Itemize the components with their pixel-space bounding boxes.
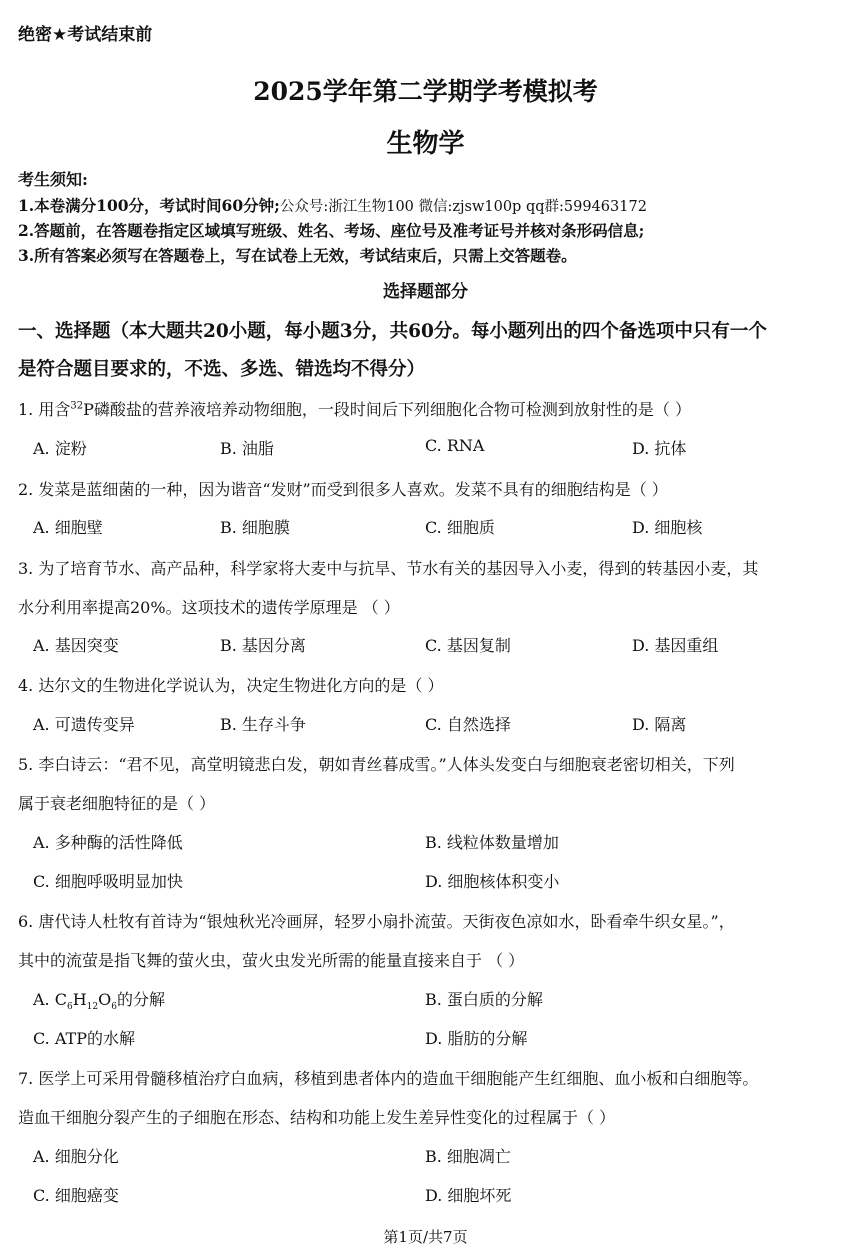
question-3-option-b[interactable]: B. 基因分离 xyxy=(220,636,306,655)
question-4: 4. 达尔文的生物进化学说认为，决定生物进化方向的是（ ） xyxy=(18,676,444,695)
question-5-option-c[interactable]: C. 细胞呼吸明显加快 xyxy=(33,872,183,891)
question-6-option-a-m1: H xyxy=(72,990,87,1009)
question-7-option-d[interactable]: D. 细胞坏死 xyxy=(425,1186,512,1205)
question-7-option-b[interactable]: B. 细胞凋亡 xyxy=(425,1147,511,1166)
question-6-option-a-sub3: 6 xyxy=(111,1002,117,1013)
section-instruction-line1: 一、选择题（本大题共20小题，每小题3分，共60分。每小题列出的四个备选项中只有一个 xyxy=(18,321,767,342)
question-1-option-b[interactable]: B. 油脂 xyxy=(220,439,274,458)
question-6-option-d[interactable]: D. 脂肪的分解 xyxy=(425,1029,528,1048)
subject-title: 生物学 xyxy=(386,129,465,159)
question-3-option-a[interactable]: A. 基因突变 xyxy=(33,636,119,655)
question-5-option-d[interactable]: D. 细胞核体积变小 xyxy=(425,872,560,891)
question-7-option-c[interactable]: C. 细胞癌变 xyxy=(33,1186,119,1205)
question-6-option-a-pre: A. C xyxy=(33,990,67,1009)
question-4-option-d[interactable]: D. 隔离 xyxy=(632,715,687,734)
question-1-option-d[interactable]: D. 抗体 xyxy=(632,439,687,458)
question-7-line1: 7. 医学上可采用骨髓移植治疗白血病，移植到患者体内的造血干细胞能产生红细胞、血小板和白细胞等。 xyxy=(18,1069,759,1088)
question-6-option-a-post: 的分解 xyxy=(116,990,165,1009)
notice-item-1-extra: 公众号:浙江生物100 微信:zjsw100p qq群:599463172 xyxy=(279,199,647,215)
question-1-pre: 1. 用含 xyxy=(18,400,71,419)
question-1-post: P磷酸盐的营养液培养动物细胞，一段时间后下列细胞化合物可检测到放射性的是（ ） xyxy=(83,400,691,419)
question-6-option-b[interactable]: B. 蛋白质的分解 xyxy=(425,990,543,1009)
notice-item-1-text: 1.本卷满分100分，考试时间60分钟; xyxy=(18,196,280,215)
question-4-option-a[interactable]: A. 可遗传变异 xyxy=(33,715,135,734)
question-3-option-d[interactable]: D. 基因重组 xyxy=(632,636,719,655)
question-6-option-a-sub2: 12 xyxy=(86,1002,99,1013)
page-number: 第1页/共7页 xyxy=(383,1228,468,1246)
notice-heading: 考生须知: xyxy=(18,170,88,189)
question-7-line2: 造血干细胞分裂产生的子细胞在形态、结构和功能上发生差异性变化的过程属于（ ） xyxy=(18,1108,616,1127)
question-2-option-a[interactable]: A. 细胞壁 xyxy=(33,518,103,537)
question-1-sup: 32 xyxy=(70,400,84,412)
question-4-option-b[interactable]: B. 生存斗争 xyxy=(220,715,306,734)
question-6-line2: 其中的流萤是指飞舞的萤火虫，萤火虫发光所需的能量直接来自于 （ ） xyxy=(18,951,525,970)
question-5-option-b[interactable]: B. 线粒体数量增加 xyxy=(425,833,559,852)
question-6-line1: 6. 唐代诗人杜牧有首诗为“银烛秋光冷画屏，轻罗小扇扑流萤。天街夜色凉如水，卧看牵牛织女星。”， xyxy=(18,912,735,931)
question-6-option-a-sub1: 6 xyxy=(66,1002,73,1013)
question-1 xyxy=(18,397,691,420)
question-5-line2: 属于衰老细胞特征的是（ ） xyxy=(18,794,216,813)
question-1-option-c[interactable]: C. RNA xyxy=(425,436,485,455)
question-6-option-a[interactable] xyxy=(33,987,165,1012)
question-5-line1: 5. 李白诗云：“君不见，高堂明镜悲白发，朝如青丝暮成雪。”人体头发变白与细胞衰老密切相关，下列 xyxy=(18,755,735,774)
question-6-option-c[interactable]: C. ATP的水解 xyxy=(33,1029,135,1048)
question-2-option-b[interactable]: B. 细胞膜 xyxy=(220,518,290,537)
notice-item-1 xyxy=(18,194,647,216)
question-2-option-d[interactable]: D. 细胞核 xyxy=(632,518,703,537)
question-3-line2: 水分利用率提高20%。这项技术的遗传学原理是 （ ） xyxy=(18,598,400,617)
question-3-option-c[interactable]: C. 基因复制 xyxy=(425,636,511,655)
question-3-line1: 3. 为了培育节水、高产品种，科学家将大麦中与抗旱、节水有关的基因导入小麦，得到的转基因小麦，其 xyxy=(18,559,759,578)
question-2-option-c[interactable]: C. 细胞质 xyxy=(425,518,495,537)
question-2: 2. 发菜是蓝细菌的一种，因为谐音“发财”而受到很多人喜欢。发菜不具有的细胞结构是（ ） xyxy=(18,480,668,499)
question-1-option-a[interactable]: A. 淀粉 xyxy=(33,439,87,458)
confidential-label: 绝密★考试结束前 xyxy=(18,25,153,45)
exam-title: 2025学年第二学期学考模拟考 xyxy=(253,77,598,106)
section-title: 选择题部分 xyxy=(383,282,468,302)
question-7-option-a[interactable]: A. 细胞分化 xyxy=(33,1147,119,1166)
question-4-option-c[interactable]: C. 自然选择 xyxy=(425,715,511,734)
section-instruction-line2: 是符合题目要求的，不选、多选、错选均不得分） xyxy=(18,359,426,380)
question-6-option-a-m2: O xyxy=(98,990,112,1009)
notice-item-3: 3.所有答案必须写在答题卷上，写在试卷上无效，考试结束后，只需上交答题卷。 xyxy=(18,246,577,265)
notice-item-2: 2.答题前，在答题卷指定区域填写班级、姓名、考场、座位号及准考证号并核对条形码信息; xyxy=(18,221,645,240)
question-5-option-a[interactable]: A. 多种酶的活性降低 xyxy=(33,833,183,852)
